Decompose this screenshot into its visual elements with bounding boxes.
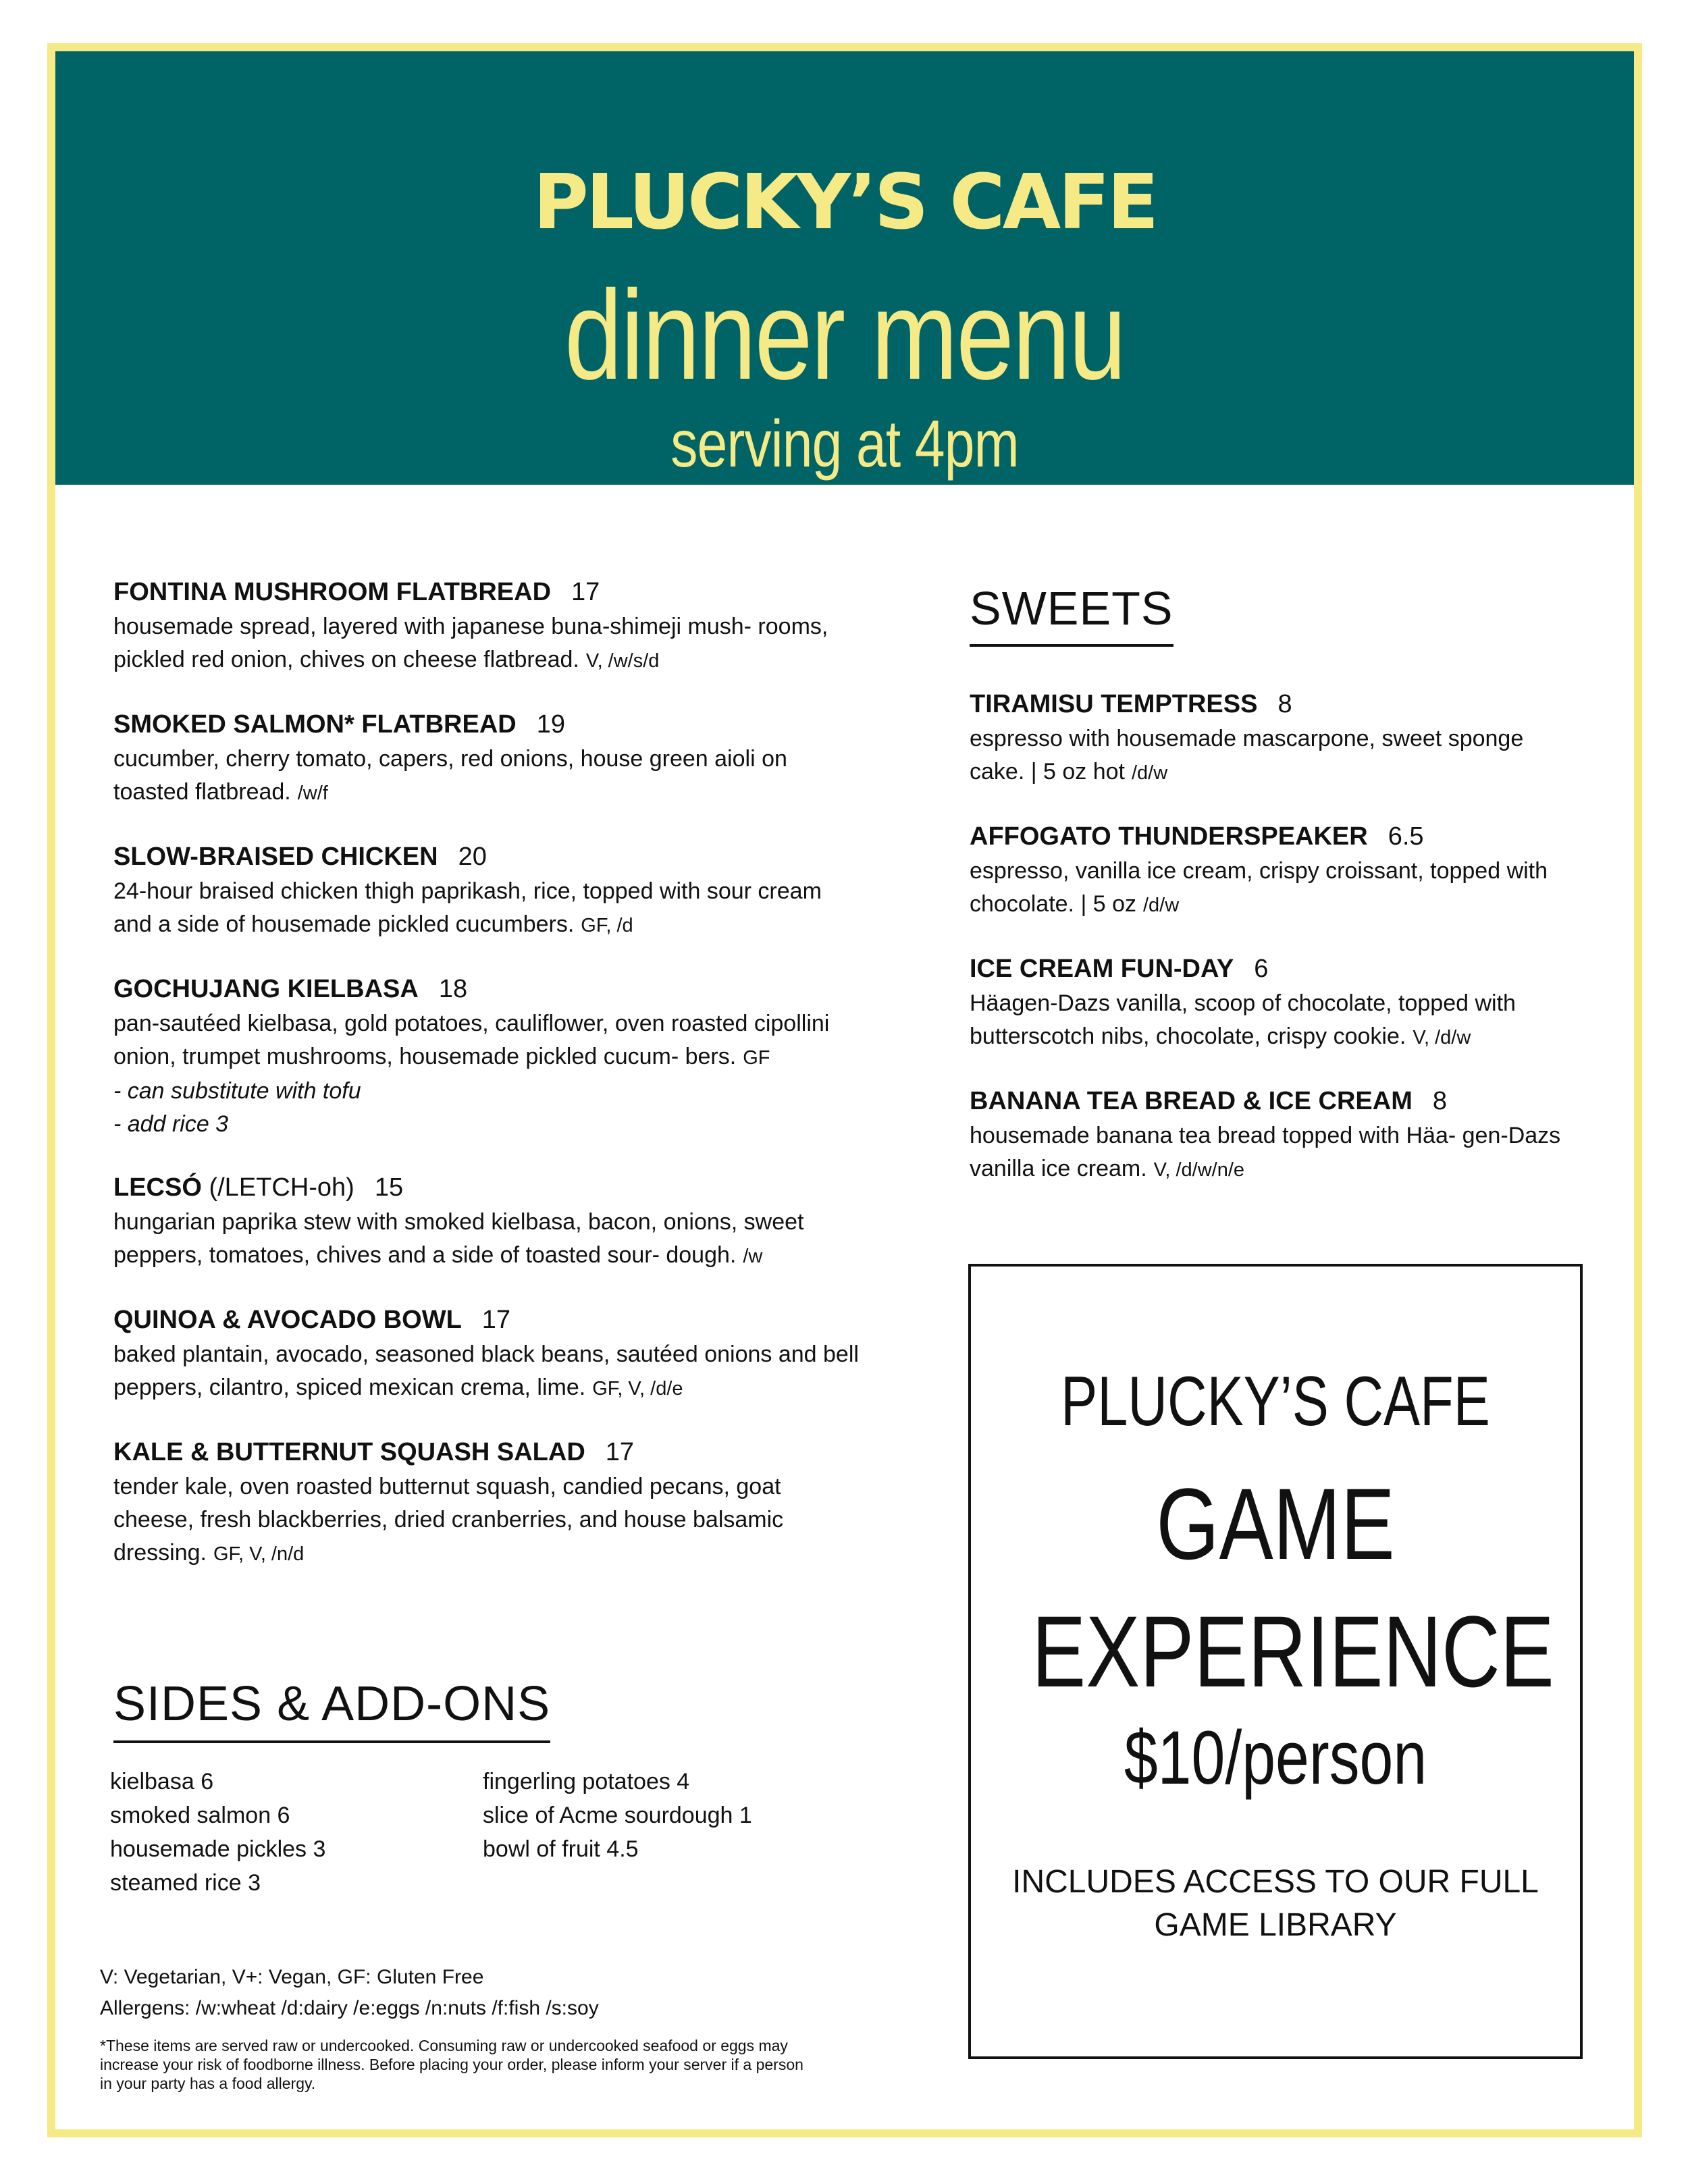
item-note: - add rice 3 [113,1111,229,1137]
item-description: espresso with housemade mascarpone, sweet sponge cake. | 5 oz hot [970,726,1524,784]
item-name: AFFOGATO THUNDERSPEAKER [970,822,1368,851]
item-tags: GF, V, /n/d [213,1543,305,1565]
side-item: kielbasa 6 [110,1769,214,1794]
item-description: cucumber, cherry tomato, capers, red onions, house green aioli on toasted flatbread. [113,746,787,805]
sides-column [110,1765,325,1900]
side-item: fingerling potatoes 4 [483,1769,690,1794]
item-tags: GF [743,1047,770,1069]
item-tags: V, /d/w/n/e [1153,1159,1245,1181]
item-tags: /d/w [1142,895,1180,916]
item-name: ICE CREAM FUN-DAY [970,955,1234,983]
menu-item [970,951,1577,1055]
game-note: INCLUDES ACCESS TO OUR FULL GAME LIBRARY [1012,1864,1539,1943]
item-price: 8 [1432,1087,1447,1115]
game-title-line2: EXPERIENCE [1032,1595,1554,1708]
item-description: Häagen-Dazs vanilla, scoop of chocolate, topped with butterscotch nibs, chocolate, crispy cookie. [970,990,1516,1049]
item-price: 18 [438,975,468,1003]
game-title-line1: GAME [1156,1467,1395,1580]
item-name: KALE & BUTTERNUT SQUASH SALAD [113,1438,585,1466]
menu-item [970,818,1577,922]
raw-food-disclaimer: *These items are served raw or undercooked. Consuming raw or undercooked seafood or eggs may increase your risk of foodborne illness. Before placing your order, please inform your server if a person in your party has a food allergy. [100,2037,803,2092]
side-item: steamed rice 3 [110,1870,261,1896]
game-brand: PLUCKY’S CAFE [1061,1362,1490,1441]
item-price: 17 [481,1306,511,1334]
menu-item [113,1169,863,1273]
menu-item [113,1302,863,1406]
item-name: TIRAMISU TEMPTRESS [970,690,1258,718]
sides-column [483,1765,752,1866]
sweets-heading: SWEETS [970,585,1173,647]
item-name: GOCHUJANG KIELBASA [113,975,419,1003]
item-price: 6 [1254,955,1269,983]
item-price: 8 [1277,690,1292,718]
item-description: espresso, vanilla ice cream, crispy croissant, topped with chocolate. | 5 oz [970,858,1548,917]
menu-item [970,1083,1577,1187]
menu-item [113,838,863,942]
item-description: housemade spread, layered with japanese buna-shimeji mush- rooms, pickled red onion, chives on cheese flatbread. [113,614,828,672]
cafe-brand: PLUCKY’S CAFE [533,159,1157,246]
item-name: QUINOA & AVOCADO BOWL [113,1306,462,1334]
item-price: 15 [374,1173,404,1202]
item-description: hungarian paprika stew with smoked kielbasa, bacon, onions, sweet peppers, tomatoes, chives and a side of toasted sour- dough. [113,1209,804,1268]
item-price: 6.5 [1388,822,1424,851]
side-item: smoked salmon 6 [110,1803,290,1828]
item-tags: /w/f [297,782,328,804]
side-item: housemade pickles 3 [110,1836,326,1862]
legend [100,1962,843,2093]
sweets-section [970,582,1577,1215]
menu-item [113,1434,863,1571]
side-item: bowl of fruit 4.5 [483,1836,639,1862]
sides-heading: SIDES & ADD-ONS [113,1680,550,1743]
side-item: slice of Acme sourdough 1 [483,1803,752,1828]
menu-header [55,51,1634,485]
menu-item [970,686,1577,790]
item-tags: GF, V, /d/e [592,1378,683,1400]
item-name: LECSÓ [113,1173,202,1202]
item-name: BANANA TEA BREAD & ICE CREAM [970,1087,1413,1115]
allergen-legend: Allergens: /w:wheat /d:dairy /e:eggs /n:nuts /f:fish /s:soy [100,1997,599,2019]
item-name: FONTINA MUSHROOM FLATBREAD [113,578,552,606]
item-tags: V, /w/s/d [585,650,660,672]
game-price: $10/person [1124,1715,1427,1800]
menu-title: dinner menu [564,264,1125,406]
item-name: SMOKED SALMON* FLATBREAD [113,710,517,739]
item-price: 17 [571,578,600,606]
item-tags: /w [743,1246,763,1267]
item-note: - can substitute with tofu [113,1078,361,1104]
item-name: SLOW-BRAISED CHICKEN [113,843,438,871]
item-price: 17 [605,1438,635,1466]
menu-item [113,971,863,1141]
menu-item [113,706,863,810]
item-description: tender kale, oven roasted butternut squash, candied pecans, goat cheese, fresh blackberries, dried cranberries, and house balsamic dressing. [113,1474,784,1566]
item-tags: V, /d/w [1413,1027,1471,1048]
diet-legend: V: Vegetarian, V+: Vegan, GF: Gluten Free [100,1966,484,1988]
game-experience-box [968,1264,1583,2059]
item-description: housemade banana tea bread topped with Häa- gen-Dazs vanilla ice cream. [970,1123,1561,1181]
menu-item [113,574,863,678]
mains-section [113,574,863,1599]
item-description: 24-hour braised chicken thigh paprikash, rice, topped with sour cream and a side of housemade pickled cucumbers. [113,878,822,937]
item-price: 19 [536,710,565,739]
item-tags: /d/w [1131,762,1168,784]
item-pronunciation: (/LETCH-oh) [209,1173,354,1202]
item-description: baked plantain, avocado, seasoned black beans, sautéed onions and bell peppers, cilantro, spiced mexican crema, lime. [113,1341,859,1400]
menu-subtitle: serving at 4pm [670,406,1019,481]
item-price: 20 [458,843,487,871]
item-tags: GF, /d [581,915,633,936]
item-description: pan-sautéed kielbasa, gold potatoes, cauliflower, oven roasted cipollini onion, trumpet mushrooms, housemade pickled cucum- bers. [113,1011,830,1069]
